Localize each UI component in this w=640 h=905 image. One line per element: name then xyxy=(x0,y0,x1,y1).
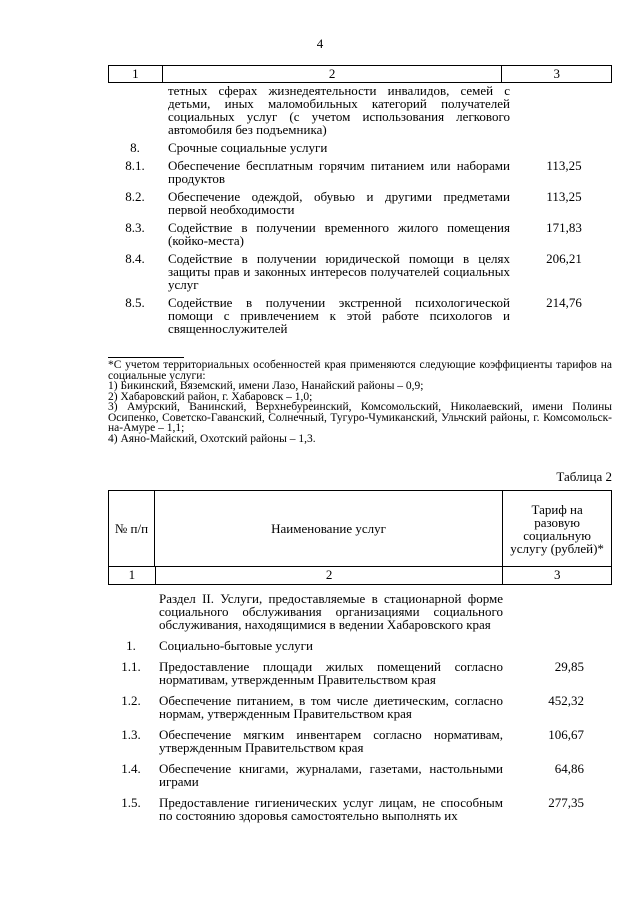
table1-header-row xyxy=(108,65,612,83)
footnote-item: 2) Хабаровский район, г. Хабаровск – 1,0; xyxy=(108,390,313,403)
table-row xyxy=(108,728,612,754)
service-name: Содействие в получении юридической помощи в целях защиты прав и законных интересов получателей социальных услуг xyxy=(168,251,510,292)
row-number xyxy=(108,84,162,136)
row-number: 8.5. xyxy=(125,295,145,310)
row-number xyxy=(108,592,154,631)
table-row xyxy=(108,796,612,822)
service-name: Обеспечение питанием, в том числе диетическим, согласно нормам, утвержденным Правительством края xyxy=(159,693,503,721)
table2-header-tariff: Тариф на разовую социальную услугу (рублей)* xyxy=(510,501,604,556)
service-price: 277,35 xyxy=(548,795,584,810)
table2-header-name: Наименование услуг xyxy=(155,491,503,566)
table2-colnum-3: 3 xyxy=(553,567,561,582)
service-price: 214,76 xyxy=(546,295,582,310)
row-number: 1. xyxy=(126,638,136,653)
service-name: тетных сферах жизнедеятельности инвалидов, семей с детьми, иных маломобильных категорий получателей социальных услуг (с учетом использования легкового автомобиля без подъемника) xyxy=(168,83,510,137)
service-price: 171,83 xyxy=(546,220,582,235)
row-number: 8.1. xyxy=(125,158,145,173)
service-name: Обеспечение одеждой, обувью и другими предметами первой необходимости xyxy=(168,189,510,217)
table2-header xyxy=(108,490,612,585)
table-row xyxy=(108,190,612,216)
table-row xyxy=(108,84,612,136)
footnote-divider xyxy=(108,357,184,358)
service-name: Обеспечение книгами, журналами, газетами, настольными играми xyxy=(159,761,503,789)
table-row xyxy=(108,159,612,185)
footnote-item: 4) Аяно-Майский, Охотский районы – 1,3. xyxy=(108,432,316,445)
footnote-item: 3) Амурский, Ванинский, Верхнебуреинский, Комсомольский, Николаевский, имени Полины Осипенко, Советско-Гаванский, Солнечный, Тугуро-Чумиканский, Ульчский районы, г. Комсомольск-на-Амуре – 1,1; xyxy=(108,401,612,434)
service-price xyxy=(503,639,612,652)
table-row xyxy=(108,694,612,720)
service-price: 206,21 xyxy=(546,251,582,266)
row-number: 8.4. xyxy=(125,251,145,266)
footnote-intro: *С учетом территориальных особенностей края применяются следующие коэффициенты тарифов на социальные услуги: xyxy=(108,359,612,382)
page-number: 4 xyxy=(316,36,324,51)
table-row xyxy=(108,762,612,788)
row-number: 1.3. xyxy=(121,727,141,742)
table-row xyxy=(108,252,612,291)
row-number: 1.1. xyxy=(121,659,141,674)
service-price xyxy=(510,141,618,154)
table-row xyxy=(108,639,612,652)
service-name: Предоставление площади жилых помещений согласно нормативам, утвержденным Правительством края xyxy=(159,659,503,687)
row-number: 1.5. xyxy=(121,795,141,810)
table-row xyxy=(108,221,612,247)
service-name: Содействие в получении временного жилого помещения (койко-места) xyxy=(168,220,510,248)
service-price xyxy=(503,592,612,631)
row-number: 1.4. xyxy=(121,761,141,776)
table2-colnum-1: 1 xyxy=(109,567,156,584)
row-number: 8.2. xyxy=(125,189,145,204)
table-row xyxy=(108,296,612,335)
service-name: Обеспечение мягким инвентарем согласно нормативам, утвержденным Правительством края xyxy=(159,727,503,755)
row-number: 1.2. xyxy=(121,693,141,708)
table-row xyxy=(108,141,612,154)
service-name: Предоставление гигиенических услуг лицам, не способным по состоянию здоровья самостоятельно выполнять их xyxy=(159,795,503,823)
row-number: 8. xyxy=(130,140,140,155)
service-price: 113,25 xyxy=(546,158,582,173)
service-name: Содействие в получении экстренной психологической помощи с привлечением к этой работе психологов и священнослужителей xyxy=(168,295,510,336)
footnote-item: 1) Бикинский, Вяземский, имени Лазо, Нанайский районы – 0,9; xyxy=(108,380,424,392)
section-title: Раздел II. Услуги, предоставляемые в стационарной форме социального обслуживания организациями социального обслуживания, находящимися в ведении Хабаровского края xyxy=(159,591,503,632)
section-title: Социально-бытовые услуги xyxy=(159,638,313,653)
service-price: 106,67 xyxy=(548,727,584,742)
service-price xyxy=(510,84,618,136)
table1-header-col3: 3 xyxy=(553,66,560,81)
table2-label: Таблица 2 xyxy=(556,469,612,484)
row-number: 8.3. xyxy=(125,220,145,235)
table1-header-col2: 2 xyxy=(163,66,503,82)
service-price: 64,86 xyxy=(554,761,584,776)
footnotes xyxy=(108,360,612,444)
table1-body xyxy=(108,84,612,340)
section-title: Срочные социальные услуги xyxy=(168,140,328,155)
table2-colnum-2: 2 xyxy=(156,567,504,584)
table2-header-number: № п/п xyxy=(109,491,155,566)
service-price: 452,32 xyxy=(548,693,584,708)
table-row xyxy=(108,660,612,686)
table2-body xyxy=(108,592,612,830)
table1-header-col1: 1 xyxy=(109,66,163,82)
table-row xyxy=(108,592,612,631)
service-name: Обеспечение бесплатным горячим питанием или наборами продуктов xyxy=(168,158,510,186)
service-price: 113,25 xyxy=(546,189,582,204)
service-price: 29,85 xyxy=(554,659,584,674)
